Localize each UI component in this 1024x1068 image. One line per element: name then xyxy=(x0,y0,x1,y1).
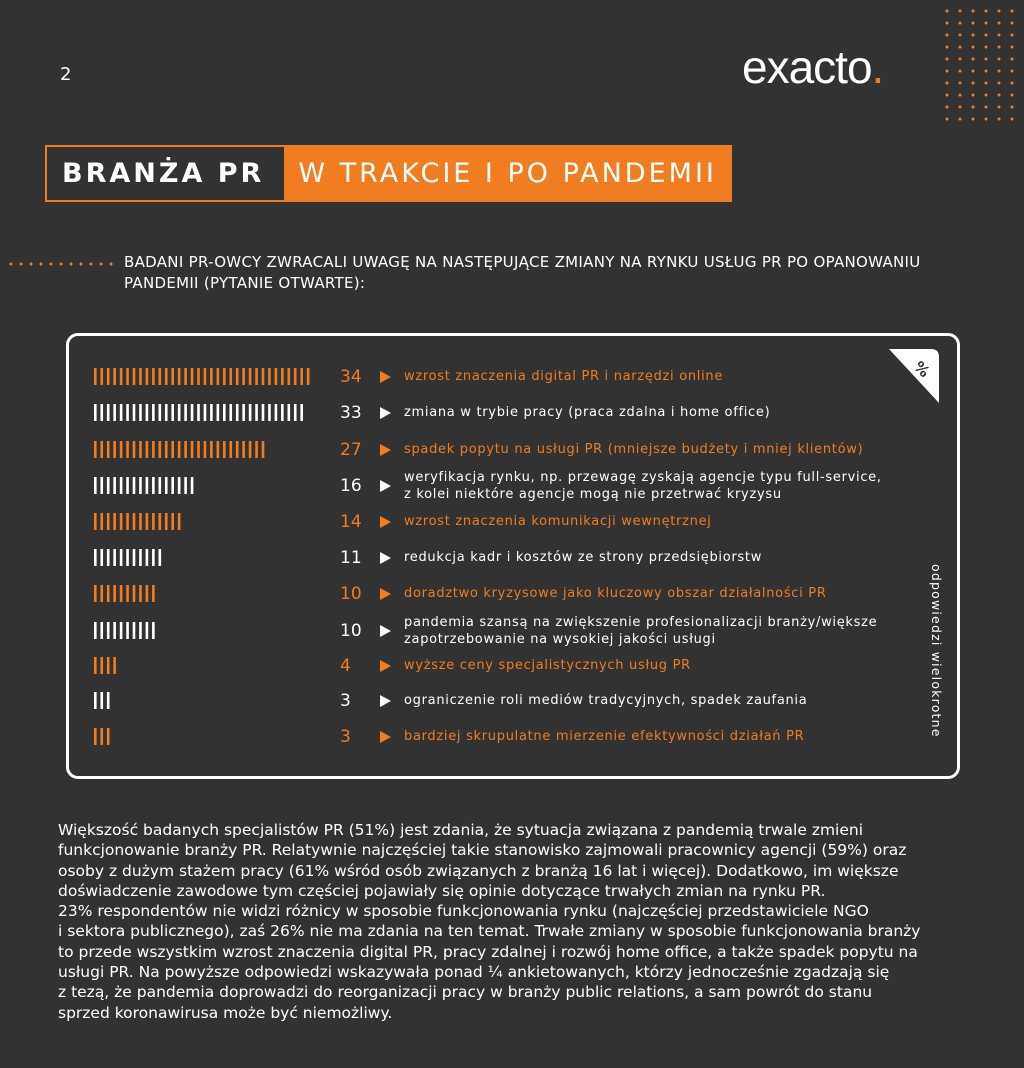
category-label: wzrost znaczenia komunikacji wewnętrznej xyxy=(404,514,712,529)
decor-dot xyxy=(998,34,1001,37)
chart-bar xyxy=(94,441,269,458)
bar-tick xyxy=(268,368,271,385)
bar-tick xyxy=(100,513,103,530)
decor-dot xyxy=(946,82,949,85)
bar-tick xyxy=(159,549,162,566)
bar-value-label: 11 xyxy=(340,548,362,568)
bar-tick xyxy=(107,513,110,530)
bar-tick xyxy=(100,657,103,674)
chart-bar xyxy=(94,728,114,745)
bar-tick xyxy=(120,622,123,639)
bar-tick xyxy=(107,441,110,458)
bar-tick xyxy=(229,441,232,458)
bar-tick xyxy=(94,513,97,530)
percent-symbol: % xyxy=(910,357,934,381)
bar-tick xyxy=(184,441,187,458)
decor-dot xyxy=(1011,106,1014,109)
decor-dot xyxy=(959,94,962,97)
decor-dot xyxy=(959,34,962,37)
decor-dot xyxy=(985,106,988,109)
chart-bar xyxy=(94,513,185,530)
percent-badge xyxy=(885,349,939,403)
bar-tick xyxy=(113,441,116,458)
bar-tick xyxy=(210,368,213,385)
arrow-icon xyxy=(380,588,391,600)
bar-tick xyxy=(113,549,116,566)
chart-bar xyxy=(94,622,159,639)
bar-tick xyxy=(197,441,200,458)
bar-tick xyxy=(120,477,123,494)
bar-tick xyxy=(204,441,207,458)
bar-tick xyxy=(255,368,258,385)
bar-tick xyxy=(152,477,155,494)
decor-dot xyxy=(70,263,73,266)
decor-dot xyxy=(998,22,1001,25)
category-label: weryfikacja rynku, np. przewagę zyskają agencje typu full-service, z kolei niektóre agencje mogą nie przetrwać kryzysu xyxy=(404,470,882,502)
bar-tick xyxy=(113,404,116,421)
bar-tick xyxy=(107,549,110,566)
decor-dot xyxy=(972,118,975,121)
decor-dot xyxy=(985,118,988,121)
bar-tick xyxy=(300,404,303,421)
decor-dot xyxy=(998,46,1001,49)
decor-dot xyxy=(10,263,13,266)
decor-dot xyxy=(985,82,988,85)
bar-tick xyxy=(268,404,271,421)
decor-dot xyxy=(998,10,1001,13)
category-label: bardziej skrupulatne mierzenie efektywności działań PR xyxy=(404,729,805,744)
bar-tick xyxy=(94,441,97,458)
bar-tick xyxy=(255,404,258,421)
bar-tick xyxy=(107,728,110,745)
bar-tick xyxy=(217,368,220,385)
bar-tick xyxy=(100,622,103,639)
bar-tick xyxy=(159,477,162,494)
category-label: wzrost znaczenia digital PR i narzędzi online xyxy=(404,369,724,384)
bar-tick xyxy=(288,368,291,385)
bar-tick xyxy=(288,404,291,421)
bar-tick xyxy=(94,585,97,602)
bar-tick xyxy=(107,692,110,709)
bar-tick xyxy=(120,585,123,602)
bar-tick xyxy=(113,477,116,494)
bar-tick xyxy=(217,404,220,421)
bar-tick xyxy=(146,477,149,494)
bar-tick xyxy=(113,513,116,530)
bar-tick xyxy=(165,477,168,494)
bar-tick xyxy=(146,404,149,421)
chart-bar xyxy=(94,368,314,385)
bar-value-label: 14 xyxy=(340,512,362,532)
bar-tick xyxy=(120,368,123,385)
arrow-icon xyxy=(380,407,391,419)
bar-tick xyxy=(126,477,129,494)
bar-tick xyxy=(255,441,258,458)
decor-dot xyxy=(1011,22,1014,25)
page-number: 2 xyxy=(60,64,72,85)
bar-tick xyxy=(94,622,97,639)
decor-dot xyxy=(998,94,1001,97)
decor-dot xyxy=(959,82,962,85)
decor-dot xyxy=(985,34,988,37)
bar-tick xyxy=(146,513,149,530)
multiple-answers-label xyxy=(922,560,942,740)
bar-tick xyxy=(100,441,103,458)
bar-tick xyxy=(126,441,129,458)
bar-tick xyxy=(171,477,174,494)
arrow-icon xyxy=(380,444,391,456)
bar-tick xyxy=(178,513,181,530)
bar-tick xyxy=(152,549,155,566)
bar-value-label: 3 xyxy=(340,727,351,747)
bar-tick xyxy=(120,513,123,530)
decor-dot xyxy=(1011,58,1014,61)
decor-dot xyxy=(998,118,1001,121)
category-label: spadek popytu na usługi PR (mniejsze budżety i mniej klientów) xyxy=(404,442,864,457)
side-label-text: odpowiedzi wielokrotne xyxy=(929,564,944,738)
bar-tick xyxy=(223,441,226,458)
decor-dot xyxy=(959,70,962,73)
decor-dot xyxy=(972,46,975,49)
bar-tick xyxy=(171,368,174,385)
bar-tick xyxy=(107,404,110,421)
decor-dot xyxy=(60,263,63,266)
bar-tick xyxy=(94,404,97,421)
bar-tick xyxy=(236,368,239,385)
decor-dot xyxy=(972,82,975,85)
bar-tick xyxy=(133,404,136,421)
bar-tick xyxy=(120,549,123,566)
bar-tick xyxy=(133,441,136,458)
decor-dot xyxy=(972,94,975,97)
category-label: doradztwo kryzysowe jako kluczowy obszar działalności PR xyxy=(404,586,827,601)
bar-tick xyxy=(113,657,116,674)
decor-dot xyxy=(1011,70,1014,73)
bar-tick xyxy=(100,404,103,421)
intro-text: BADANI PR-OWCY ZWRACALI UWAGĘ NA NASTĘPUJĄCE ZMIANY NA RYNKU USŁUG PR PO OPANOWANIU PANDEMII (PYTANIE OTWARTE): xyxy=(124,253,921,292)
title-left: BRANŻA PR xyxy=(45,145,284,202)
bar-tick xyxy=(126,622,129,639)
bar-tick xyxy=(139,622,142,639)
bar-tick xyxy=(191,368,194,385)
bar-tick xyxy=(133,368,136,385)
exacto-logo xyxy=(742,40,883,94)
decor-dot xyxy=(985,70,988,73)
arrow-icon xyxy=(380,660,391,672)
bar-tick xyxy=(275,368,278,385)
bar-tick xyxy=(217,441,220,458)
bar-tick xyxy=(100,728,103,745)
chart-bar xyxy=(94,692,114,709)
bar-tick xyxy=(204,368,207,385)
decor-dot xyxy=(972,70,975,73)
decor-dot xyxy=(946,94,949,97)
bar-tick xyxy=(165,404,168,421)
bar-tick xyxy=(146,549,149,566)
bar-tick xyxy=(139,585,142,602)
decor-dot xyxy=(100,263,103,266)
bar-tick xyxy=(94,549,97,566)
decor-dot xyxy=(972,58,975,61)
bar-tick xyxy=(281,404,284,421)
bar-value-label: 4 xyxy=(340,656,351,676)
bar-tick xyxy=(242,441,245,458)
decor-dot xyxy=(20,263,23,266)
bar-tick xyxy=(307,368,310,385)
bar-tick xyxy=(146,622,149,639)
bar-tick xyxy=(94,368,97,385)
bar-tick xyxy=(107,622,110,639)
bar-tick xyxy=(133,549,136,566)
bar-tick xyxy=(159,368,162,385)
bar-tick xyxy=(152,368,155,385)
bar-tick xyxy=(133,585,136,602)
bar-tick xyxy=(294,368,297,385)
page-title xyxy=(45,145,732,202)
arrow-icon xyxy=(380,625,391,637)
decor-dot xyxy=(1011,94,1014,97)
decor-dot xyxy=(110,263,113,266)
decor-dot xyxy=(972,22,975,25)
bar-tick xyxy=(294,404,297,421)
chart-bar xyxy=(94,657,120,674)
bar-tick xyxy=(139,477,142,494)
bar-tick xyxy=(113,585,116,602)
chart-bar xyxy=(94,477,198,494)
bar-tick xyxy=(184,477,187,494)
category-label: pandemia szansą na zwiększenie profesionalizacji branży/większe zapotrzebowanie na wysokiej jakości usługi xyxy=(404,615,878,647)
bar-tick xyxy=(100,477,103,494)
bar-tick xyxy=(139,441,142,458)
bar-tick xyxy=(94,728,97,745)
bar-tick xyxy=(133,513,136,530)
bar-tick xyxy=(223,368,226,385)
bar-tick xyxy=(262,404,265,421)
arrow-icon xyxy=(380,552,391,564)
bar-tick xyxy=(100,585,103,602)
bar-tick xyxy=(94,692,97,709)
chart-bar xyxy=(94,549,165,566)
bar-tick xyxy=(191,404,194,421)
decor-dot xyxy=(946,70,949,73)
logo-text: exacto xyxy=(742,41,872,93)
decor-dot xyxy=(1011,34,1014,37)
chart-bar xyxy=(94,404,307,421)
bar-tick xyxy=(178,477,181,494)
bar-tick xyxy=(178,441,181,458)
category-label: wyższe ceny specjalistycznych usług PR xyxy=(404,658,691,673)
decor-dot xyxy=(998,70,1001,73)
decor-dot xyxy=(985,94,988,97)
decor-dot xyxy=(90,263,93,266)
bar-tick xyxy=(204,404,207,421)
summary-text: Większość badanych specjalistów PR (51%) jest zdania, że sytuacja związana z pandemią trwale zmieni funkcjonowanie branży PR. Relatywnie najczęściej takie stanowisko zajmowali pracownicy agencji (59%) oraz osoby z dużym stażem pracy (61% wśród osób związanych z branżą 16 lat i więcej). Dodatkowo, im większe doświadczenie zawodowe tym częściej pojawiały się opinie dotyczące trwałych zmian na rynku PR. 23% respondentów nie widzi różnicy w sposobie funkcjonowania rynku (najczęściej przedstawiciele NGO i sektora publicznego), zaś 26% nie ma zdania na ten temat. Trwałe zmiany w sposobie funkcjonowania branży to przede wszystkim wzrost znaczenia digital PR, pracy zdalnej i rozwój home office, a także spadek popytu na usługi PR. Na powyższe odpowiedzi wskazywała ponad ¼ ankietowanych, którzy jednocześnie zgadzają się z tezą, że pandemia doprowadzi do reorganizacji pracy w branży public relations, a sam powrót do stanu sprzed koronawirusa może być niemożliwy. xyxy=(58,821,921,1022)
bar-tick xyxy=(107,585,110,602)
bar-tick xyxy=(197,368,200,385)
bar-tick xyxy=(210,404,213,421)
decor-dot xyxy=(959,10,962,13)
bar-tick xyxy=(184,368,187,385)
decor-dot xyxy=(959,22,962,25)
bar-tick xyxy=(249,441,252,458)
bar-tick xyxy=(159,513,162,530)
bar-tick xyxy=(242,368,245,385)
decor-dot xyxy=(972,10,975,13)
bar-value-label: 10 xyxy=(340,584,362,604)
decor-dot xyxy=(946,10,949,13)
bar-tick xyxy=(139,549,142,566)
decor-dot xyxy=(1011,82,1014,85)
bar-tick xyxy=(184,404,187,421)
bar-tick xyxy=(210,441,213,458)
bar-tick xyxy=(152,622,155,639)
bar-value-label: 10 xyxy=(340,621,362,641)
bar-tick xyxy=(126,585,129,602)
bar-tick xyxy=(229,404,232,421)
bar-tick xyxy=(152,441,155,458)
bar-tick xyxy=(100,549,103,566)
bar-tick xyxy=(236,441,239,458)
bar-tick xyxy=(249,404,252,421)
bar-tick xyxy=(133,622,136,639)
bar-tick xyxy=(191,441,194,458)
bar-tick xyxy=(159,404,162,421)
arrow-icon xyxy=(380,371,391,383)
decor-dot xyxy=(1011,10,1014,13)
decor-dot xyxy=(946,118,949,121)
decor-dot xyxy=(946,58,949,61)
bar-tick xyxy=(262,441,265,458)
bar-tick xyxy=(165,441,168,458)
bar-tick xyxy=(94,657,97,674)
bar-tick xyxy=(178,368,181,385)
decor-dot xyxy=(80,263,83,266)
decor-dot xyxy=(985,46,988,49)
bar-tick xyxy=(120,441,123,458)
bar-value-label: 27 xyxy=(340,440,362,460)
bar-tick xyxy=(197,404,200,421)
bar-tick xyxy=(146,585,149,602)
bar-tick xyxy=(139,404,142,421)
logo-dot: . xyxy=(871,41,884,93)
decorative-dot-grid xyxy=(944,8,1016,128)
bar-tick xyxy=(120,404,123,421)
decor-dot xyxy=(946,46,949,49)
bar-tick xyxy=(107,368,110,385)
bar-tick xyxy=(139,513,142,530)
bar-tick xyxy=(152,513,155,530)
decor-dot xyxy=(946,106,949,109)
decor-dot xyxy=(959,106,962,109)
bar-tick xyxy=(152,585,155,602)
decor-dot xyxy=(972,106,975,109)
bar-tick xyxy=(171,513,174,530)
decor-dot xyxy=(946,22,949,25)
arrow-icon xyxy=(380,731,391,743)
bar-tick xyxy=(107,477,110,494)
bar-tick xyxy=(113,622,116,639)
bar-tick xyxy=(242,404,245,421)
arrow-icon xyxy=(380,480,391,492)
decor-dot xyxy=(998,106,1001,109)
decor-dot xyxy=(985,10,988,13)
bar-tick xyxy=(133,477,136,494)
bar-tick xyxy=(126,404,129,421)
bar-tick xyxy=(262,368,265,385)
bar-tick xyxy=(100,692,103,709)
decor-dot xyxy=(1011,46,1014,49)
bar-tick xyxy=(94,477,97,494)
bar-tick xyxy=(171,441,174,458)
bar-tick xyxy=(275,404,278,421)
bar-tick xyxy=(223,404,226,421)
bar-tick xyxy=(146,368,149,385)
bar-value-label: 34 xyxy=(340,367,362,387)
bar-tick xyxy=(300,368,303,385)
decorative-dot-line xyxy=(8,262,118,266)
category-label: zmiana w trybie pracy (praca zdalna i home office) xyxy=(404,405,771,420)
category-label: ograniczenie roli mediów tradycyjnych, spadek zaufania xyxy=(404,693,808,708)
arrow-icon xyxy=(380,516,391,528)
bar-tick xyxy=(139,368,142,385)
arrow-icon xyxy=(380,695,391,707)
bar-tick xyxy=(126,368,129,385)
bar-value-label: 16 xyxy=(340,476,362,496)
bar-tick xyxy=(165,368,168,385)
bar-value-label: 33 xyxy=(340,403,362,423)
bar-tick xyxy=(236,404,239,421)
bar-tick xyxy=(165,513,168,530)
bar-tick xyxy=(107,657,110,674)
decor-dot xyxy=(959,58,962,61)
decor-dot xyxy=(998,58,1001,61)
decor-dot xyxy=(972,34,975,37)
bar-tick xyxy=(191,477,194,494)
decor-dot xyxy=(959,46,962,49)
bar-tick xyxy=(152,404,155,421)
bar-tick xyxy=(126,513,129,530)
decor-dot xyxy=(50,263,53,266)
decor-dot xyxy=(985,58,988,61)
decor-dot xyxy=(1011,118,1014,121)
bar-value-label: 3 xyxy=(340,691,351,711)
decor-dot xyxy=(985,22,988,25)
bar-tick xyxy=(178,404,181,421)
bar-tick xyxy=(146,441,149,458)
bar-tick xyxy=(281,368,284,385)
category-label: redukcja kadr i kosztów ze strony przedsiębiorstw xyxy=(404,550,763,565)
decor-dot xyxy=(30,263,33,266)
bar-tick xyxy=(229,368,232,385)
bar-tick xyxy=(171,404,174,421)
bar-tick xyxy=(113,368,116,385)
bar-tick xyxy=(159,441,162,458)
bar-tick xyxy=(249,368,252,385)
bar-tick xyxy=(126,549,129,566)
decor-dot xyxy=(40,263,43,266)
chart-bar xyxy=(94,585,159,602)
decor-dot xyxy=(959,118,962,121)
decor-dot xyxy=(998,82,1001,85)
title-right: W TRAKCIE I PO PANDEMII xyxy=(284,145,732,202)
bar-tick xyxy=(100,368,103,385)
decor-dot xyxy=(946,34,949,37)
